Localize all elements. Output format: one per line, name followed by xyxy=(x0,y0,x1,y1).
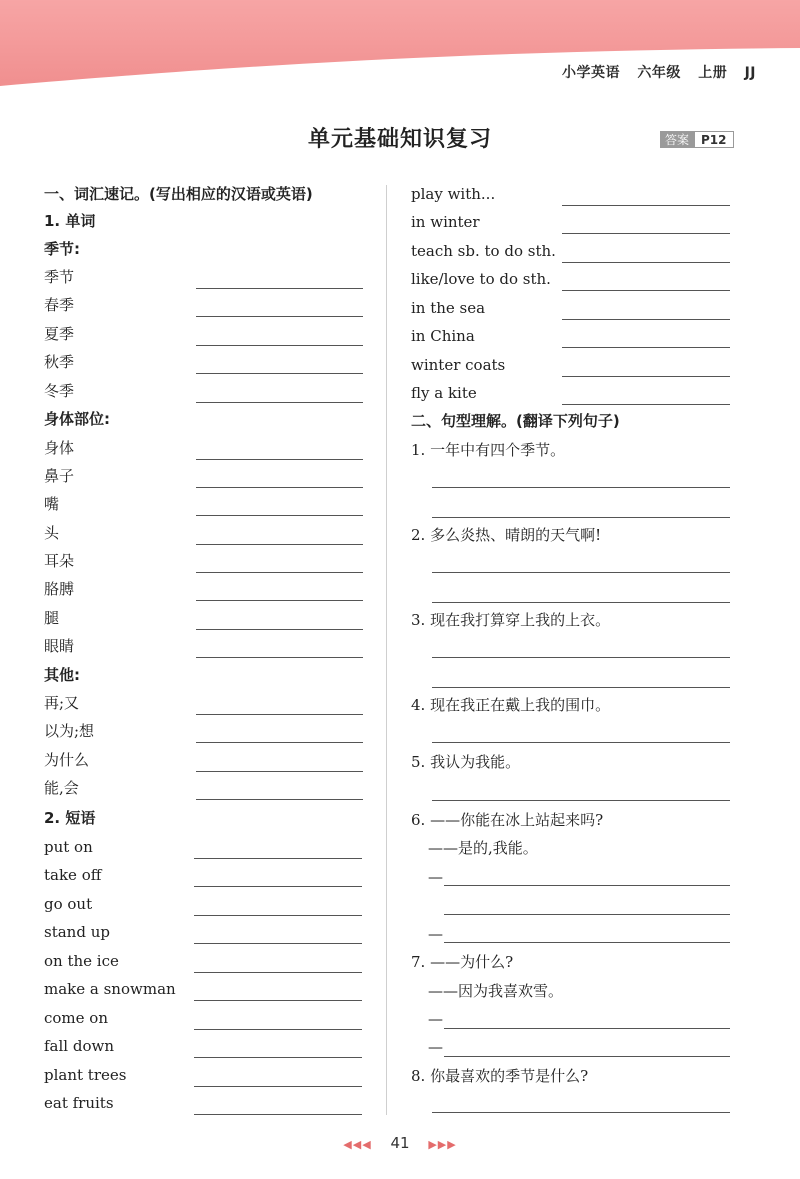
answer-line[interactable] xyxy=(444,1056,730,1057)
body-item: 眼睛 xyxy=(44,637,75,655)
phrase-item: fly a kite xyxy=(411,384,477,402)
question-5: 5. 我认为我能。 xyxy=(411,753,521,771)
answer-line[interactable] xyxy=(444,914,730,915)
phrase-item: come on xyxy=(44,1009,108,1027)
answer-line[interactable] xyxy=(562,290,730,291)
left-arrows-icon: ◀◀◀ xyxy=(343,1138,372,1151)
question-1: 1. 一年中有四个季节。 xyxy=(411,441,566,459)
question-3: 3. 现在我打算穿上我的上衣。 xyxy=(411,611,611,629)
body-item: 头 xyxy=(44,524,60,542)
body-item: 身体 xyxy=(44,439,75,457)
dialog-dash: — xyxy=(428,925,443,943)
question-2: 2. 多么炎热、晴朗的天气啊! xyxy=(411,526,602,544)
question-6-reply: ——是的,我能。 xyxy=(428,839,538,857)
phrase-item: put on xyxy=(44,838,93,856)
phrase-item: in the sea xyxy=(411,299,486,317)
season-item: 季节 xyxy=(44,268,75,286)
phrase-item: take off xyxy=(44,866,102,884)
grade-label: 六年级 xyxy=(637,65,681,81)
answer-line[interactable] xyxy=(444,885,730,886)
answer-line[interactable] xyxy=(196,657,363,658)
answer-line[interactable] xyxy=(196,572,363,573)
answer-line[interactable] xyxy=(432,1112,730,1113)
answer-line[interactable] xyxy=(432,517,730,518)
question-4: 4. 现在我正在戴上我的围巾。 xyxy=(411,696,611,714)
answer-line[interactable] xyxy=(196,459,363,460)
question-6-ask: 6. ——你能在冰上站起来吗? xyxy=(411,811,604,829)
answer-line[interactable] xyxy=(196,402,363,403)
answer-line[interactable] xyxy=(196,771,363,772)
answer-line[interactable] xyxy=(562,347,730,348)
phrase-item: fall down xyxy=(44,1037,114,1055)
answer-badge xyxy=(660,131,734,148)
subject-label: 小学英语 xyxy=(561,65,620,81)
answer-line[interactable] xyxy=(194,972,362,973)
answer-line[interactable] xyxy=(562,319,730,320)
answer-line[interactable] xyxy=(562,205,730,206)
answer-line[interactable] xyxy=(432,687,730,688)
answer-line[interactable] xyxy=(196,487,363,488)
body-item: 耳朵 xyxy=(44,552,75,570)
answer-line[interactable] xyxy=(196,288,363,289)
others-title: 其他: xyxy=(44,666,80,684)
question-7-reply: ——因为我喜欢雪。 xyxy=(428,982,564,1000)
answer-line[interactable] xyxy=(196,373,363,374)
page-number: 41 xyxy=(390,1134,410,1152)
answer-line[interactable] xyxy=(194,1029,362,1030)
other-item: 能,会 xyxy=(44,779,79,797)
season-item: 春季 xyxy=(44,296,75,314)
body-item: 鼻子 xyxy=(44,467,75,485)
answer-line[interactable] xyxy=(562,404,730,405)
phrase-item: winter coats xyxy=(411,356,506,374)
answer-line[interactable] xyxy=(194,1000,362,1001)
answer-line[interactable] xyxy=(432,800,730,801)
answer-line[interactable] xyxy=(444,1028,730,1029)
answer-line[interactable] xyxy=(432,602,730,603)
season-item: 秋季 xyxy=(44,353,75,371)
body-title: 身体部位: xyxy=(44,410,110,428)
other-item: 以为;想 xyxy=(44,722,95,740)
question-7-ask: 7. ——为什么? xyxy=(411,953,514,971)
season-item: 夏季 xyxy=(44,325,75,343)
page-footer xyxy=(0,1134,800,1152)
answer-line[interactable] xyxy=(562,233,730,234)
answer-line[interactable] xyxy=(196,600,363,601)
page-title: 单元基础知识复习 xyxy=(307,127,492,152)
dialog-dash: — xyxy=(428,1038,443,1056)
answer-line[interactable] xyxy=(196,316,363,317)
section2-title: 二、句型理解。(翻译下列句子) xyxy=(411,412,620,430)
answer-label: 答案 xyxy=(660,131,694,148)
answer-line[interactable] xyxy=(562,376,730,377)
answer-line[interactable] xyxy=(562,262,730,263)
answer-line[interactable] xyxy=(194,915,362,916)
other-item: 为什么 xyxy=(44,751,90,769)
answer-page: P12 xyxy=(694,131,734,148)
answer-line[interactable] xyxy=(196,799,363,800)
phrase-item: plant trees xyxy=(44,1066,127,1084)
dialog-dash: — xyxy=(428,1010,443,1028)
volume-label: 上册 xyxy=(698,65,728,81)
season-item: 冬季 xyxy=(44,382,75,400)
phrase-item: play with... xyxy=(411,185,496,203)
answer-line[interactable] xyxy=(194,1057,362,1058)
answer-line[interactable] xyxy=(432,572,730,573)
phrase-item: stand up xyxy=(44,923,110,941)
answer-line[interactable] xyxy=(196,515,363,516)
phrase-item: on the ice xyxy=(44,952,119,970)
answer-line[interactable] xyxy=(196,544,363,545)
answer-line[interactable] xyxy=(194,943,362,944)
answer-line[interactable] xyxy=(196,345,363,346)
answer-line[interactable] xyxy=(432,742,730,743)
phrase-item: make a snowman xyxy=(44,980,176,998)
words-title: 1. 单词 xyxy=(44,212,96,230)
phrase-item: like/love to do sth. xyxy=(411,270,551,288)
answer-line[interactable] xyxy=(194,886,362,887)
answer-line[interactable] xyxy=(432,487,730,488)
answer-line[interactable] xyxy=(196,714,363,715)
body-item: 腿 xyxy=(44,609,60,627)
phrase-item: go out xyxy=(44,895,93,913)
phrase-item: in China xyxy=(411,327,475,345)
question-8: 8. 你最喜欢的季节是什么? xyxy=(411,1067,589,1085)
header-band xyxy=(0,0,800,110)
answer-line[interactable] xyxy=(194,858,362,859)
other-item: 再;又 xyxy=(44,694,80,712)
answer-line[interactable] xyxy=(196,742,363,743)
section1-title: 一、词汇速记。(写出相应的汉语或英语) xyxy=(44,185,313,203)
answer-line[interactable] xyxy=(194,1114,362,1115)
seasons-title: 季节: xyxy=(44,240,80,258)
answer-line[interactable] xyxy=(432,657,730,658)
body-item: 嘴 xyxy=(44,495,60,513)
dialog-dash: — xyxy=(428,868,443,886)
edition-label: JJ xyxy=(744,65,756,81)
answer-line[interactable] xyxy=(444,942,730,943)
phrase-item: in winter xyxy=(411,213,480,231)
book-info xyxy=(562,62,756,82)
body-item: 胳膊 xyxy=(44,580,75,598)
right-arrows-icon: ▶▶▶ xyxy=(428,1138,457,1151)
phrase-item: eat fruits xyxy=(44,1094,114,1112)
answer-line[interactable] xyxy=(196,629,363,630)
answer-line[interactable] xyxy=(194,1086,362,1087)
column-divider xyxy=(386,185,387,1115)
phrases-title: 2. 短语 xyxy=(44,809,96,827)
phrase-item: teach sb. to do sth. xyxy=(411,242,556,260)
